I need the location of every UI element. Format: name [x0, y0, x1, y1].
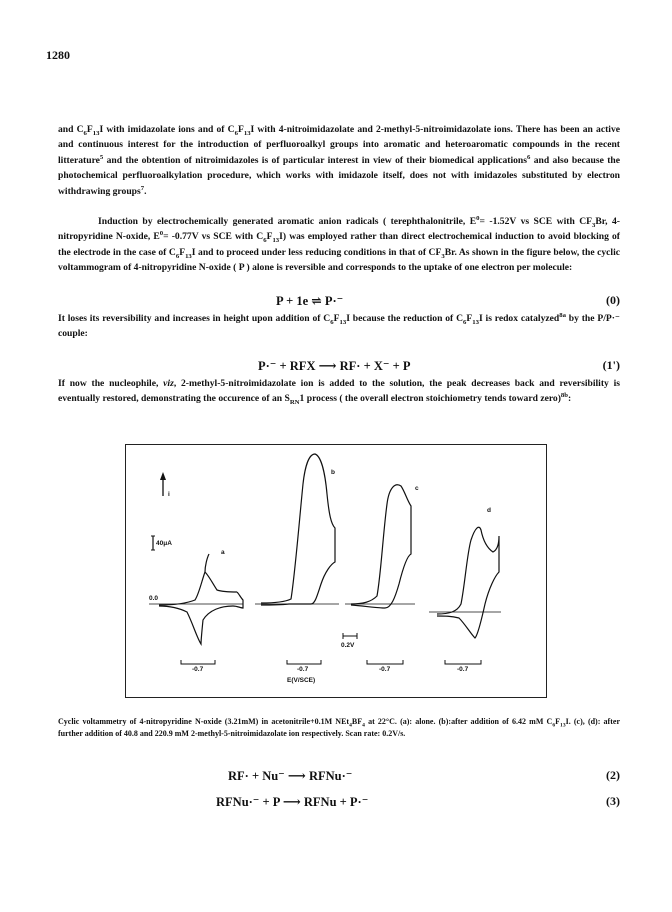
equation-2-number: (2)	[606, 768, 620, 782]
reversibility-paragraph: It loses its reversibility and increases in height upon addition of $C_6F_{13}I$ because the reduction of $C_6F_{13}I$ is redox catalyzed$^{8a}$ by the P/P·⁻ couple:	[58, 311, 620, 340]
equation-0	[58, 293, 620, 311]
potential-label-d: -0.7	[457, 666, 469, 673]
voltammogram-figure	[125, 444, 547, 698]
figure-frame	[126, 445, 547, 698]
equation-1-formula: P·⁻ + RFX ⟶ RF· + X⁻ + P	[258, 359, 411, 373]
equation-3-formula: RFNu·⁻ + P ⟶ RFNu + P·⁻	[216, 795, 369, 809]
voltammogram-svg	[125, 444, 547, 698]
equation-0-number: (0)	[606, 293, 620, 307]
page-number: 1280	[46, 48, 70, 62]
current-axis-label: i	[168, 491, 170, 498]
equation-3-number: (3)	[606, 794, 620, 808]
equation-1	[58, 358, 620, 376]
nucleophile-paragraph: If now the nucleophile, viz, 2-methyl-5-nitroimidazolate ion is added to the solution, the peak decreases back and reversibility is eventually restored, demonstrating the occurence of an $S_{RN}1$ process ( the overall electron stoichiometry tends toward zero)$^{8b}$:	[58, 378, 620, 407]
potential-label-a: -0.7	[192, 666, 204, 673]
zero-current-label: 0.0	[149, 595, 159, 602]
equation-2	[58, 768, 620, 786]
potential-axis-label: E(V/SCE)	[287, 677, 316, 684]
potential-label-c: -0.7	[379, 666, 391, 673]
induction-paragraph: Induction by electrochemically generated aromatic anion radicals ( terephthalonitrile, $E^0= -1.52V$ vs SCE with $CF_3Br$, 4-nitropyridine N-oxide, $E^0= -0.77V$ vs SCE with $C_6F_{13}I$) was employed rather than direct electrochemical induction to avoid blocking of the electrode in the case of $C_6F_{13}I$ and to proceed under less reducing conditions in that of $CF_3Br$. As shown in the figure below, the cyclic voltammogram of 4-nitropyridine N-oxide ( P ) alone is reversible and corresponds to the uptake of one electron per molecule:	[58, 214, 621, 274]
equation-2-formula: RF· + Nu⁻ ⟶ RFNu·⁻	[228, 769, 353, 783]
equation-0-formula: P + 1e ⇌ P·⁻	[276, 294, 344, 308]
curve-a-label: a	[221, 549, 225, 556]
current-scale-label: 40μA	[156, 540, 172, 547]
curve-b-label: b	[331, 469, 335, 476]
curve-d-label: d	[487, 507, 491, 514]
intro-paragraph: and $C_6F_{13}I$ with imidazolate ions and of $C_6F_{13}I$ with 4-nitroimidazolate and 2-methyl-5-nitroimidazolate ions. There has been an active and continuous interest for the introduction of perfluoroalkyl groups into aromatic and heteroaromatic compounds in the recent litterature$^5$ and the obtention of nitroimidazoles is of particular interest in view of their biomedical applications$^6$ and also because the photochemical perfluoroalkylation procedure, which works with imidazole itself, does not with imidazoles substituted by electron withdrawing groups$^7$.	[58, 124, 621, 197]
figure-caption: Cyclic voltammetry of 4-nitropyridine N-oxide (3.21mM) in acetonitrile+0.1M $NEt_4BF_4$ at 22°C. (a): alone. (b):after addition of 6.42 mM $C_6F_{13}I$. (c), (d): after further addition of 40.8 and 220.9 mM 2-methyl-5-nitroimidazolate ion respectively. Scan rate: 0.2V/s.	[58, 717, 620, 738]
potential-label-b: -0.7	[297, 666, 309, 673]
curve-c-label: c	[415, 485, 419, 492]
equation-1-number: (1')	[602, 358, 620, 372]
potential-scale-label: 0.2V	[341, 642, 355, 649]
equation-3	[58, 794, 620, 812]
